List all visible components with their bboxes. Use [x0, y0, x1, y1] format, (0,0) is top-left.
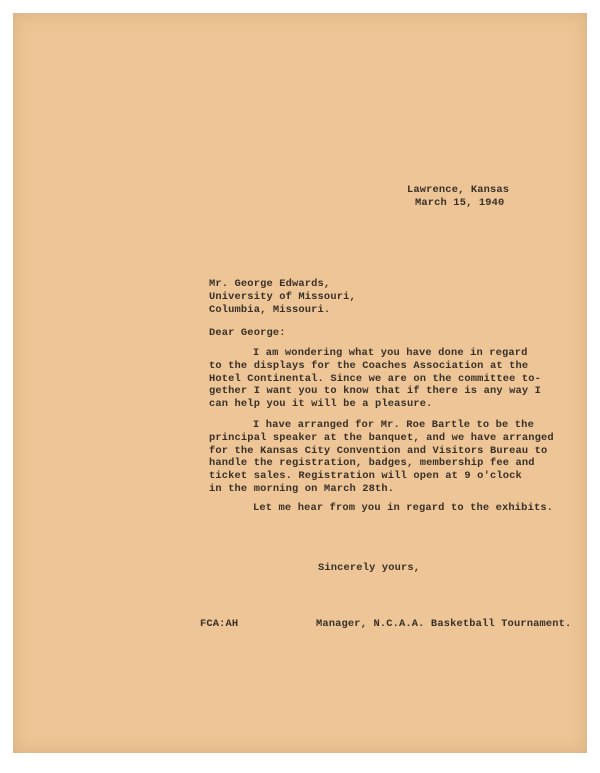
- paragraph-line: ticket sales. Registration will open at 9 o'clock: [209, 470, 522, 483]
- paragraph-1: [209, 347, 541, 411]
- paragraph-line: I have arranged for Mr. Roe Bartle to be the: [253, 419, 534, 431]
- paragraph-line: gether I want you to know that if there is any way I: [209, 385, 542, 398]
- letter-page: [13, 13, 587, 753]
- paragraph-2: [209, 419, 554, 496]
- dateline-date: March 15, 1940: [415, 196, 505, 209]
- signature-title: Manager, N.C.A.A. Basketball Tournament.: [316, 618, 572, 630]
- paragraph-line: in the morning on March 28th.: [209, 482, 395, 495]
- paragraph-line: principal speaker at the banquet, and we have arranged: [209, 431, 554, 444]
- salutation: Dear George:: [209, 327, 286, 339]
- complimentary-close: Sincerely yours,: [318, 562, 421, 574]
- recipient-institution: University of Missouri,: [209, 290, 356, 303]
- typist-initials: FCA:AH: [200, 618, 239, 630]
- paragraph-line: handle the registration, badges, membership fee and: [209, 457, 535, 470]
- paragraph-line: Hotel Continental. Since we are on the committee to-: [209, 372, 542, 385]
- paragraph-line: can help you it will be a pleasure.: [209, 398, 433, 411]
- dateline: [407, 184, 509, 210]
- dateline-place: Lawrence, Kansas: [407, 184, 510, 196]
- paragraph-line: Let me hear from you in regard to the exhibits.: [253, 502, 554, 514]
- recipient-address: [209, 278, 356, 316]
- paragraph-line: to the displays for the Coaches Association at the: [209, 359, 529, 372]
- paragraph-line: for the Kansas City Convention and Visitors Bureau to: [209, 444, 548, 457]
- paragraph-line: I am wondering what you have done in regard: [253, 347, 528, 359]
- paragraph-3: [253, 502, 553, 515]
- recipient-city: Columbia, Missouri.: [209, 303, 331, 316]
- recipient-name: Mr. George Edwards,: [209, 278, 331, 290]
